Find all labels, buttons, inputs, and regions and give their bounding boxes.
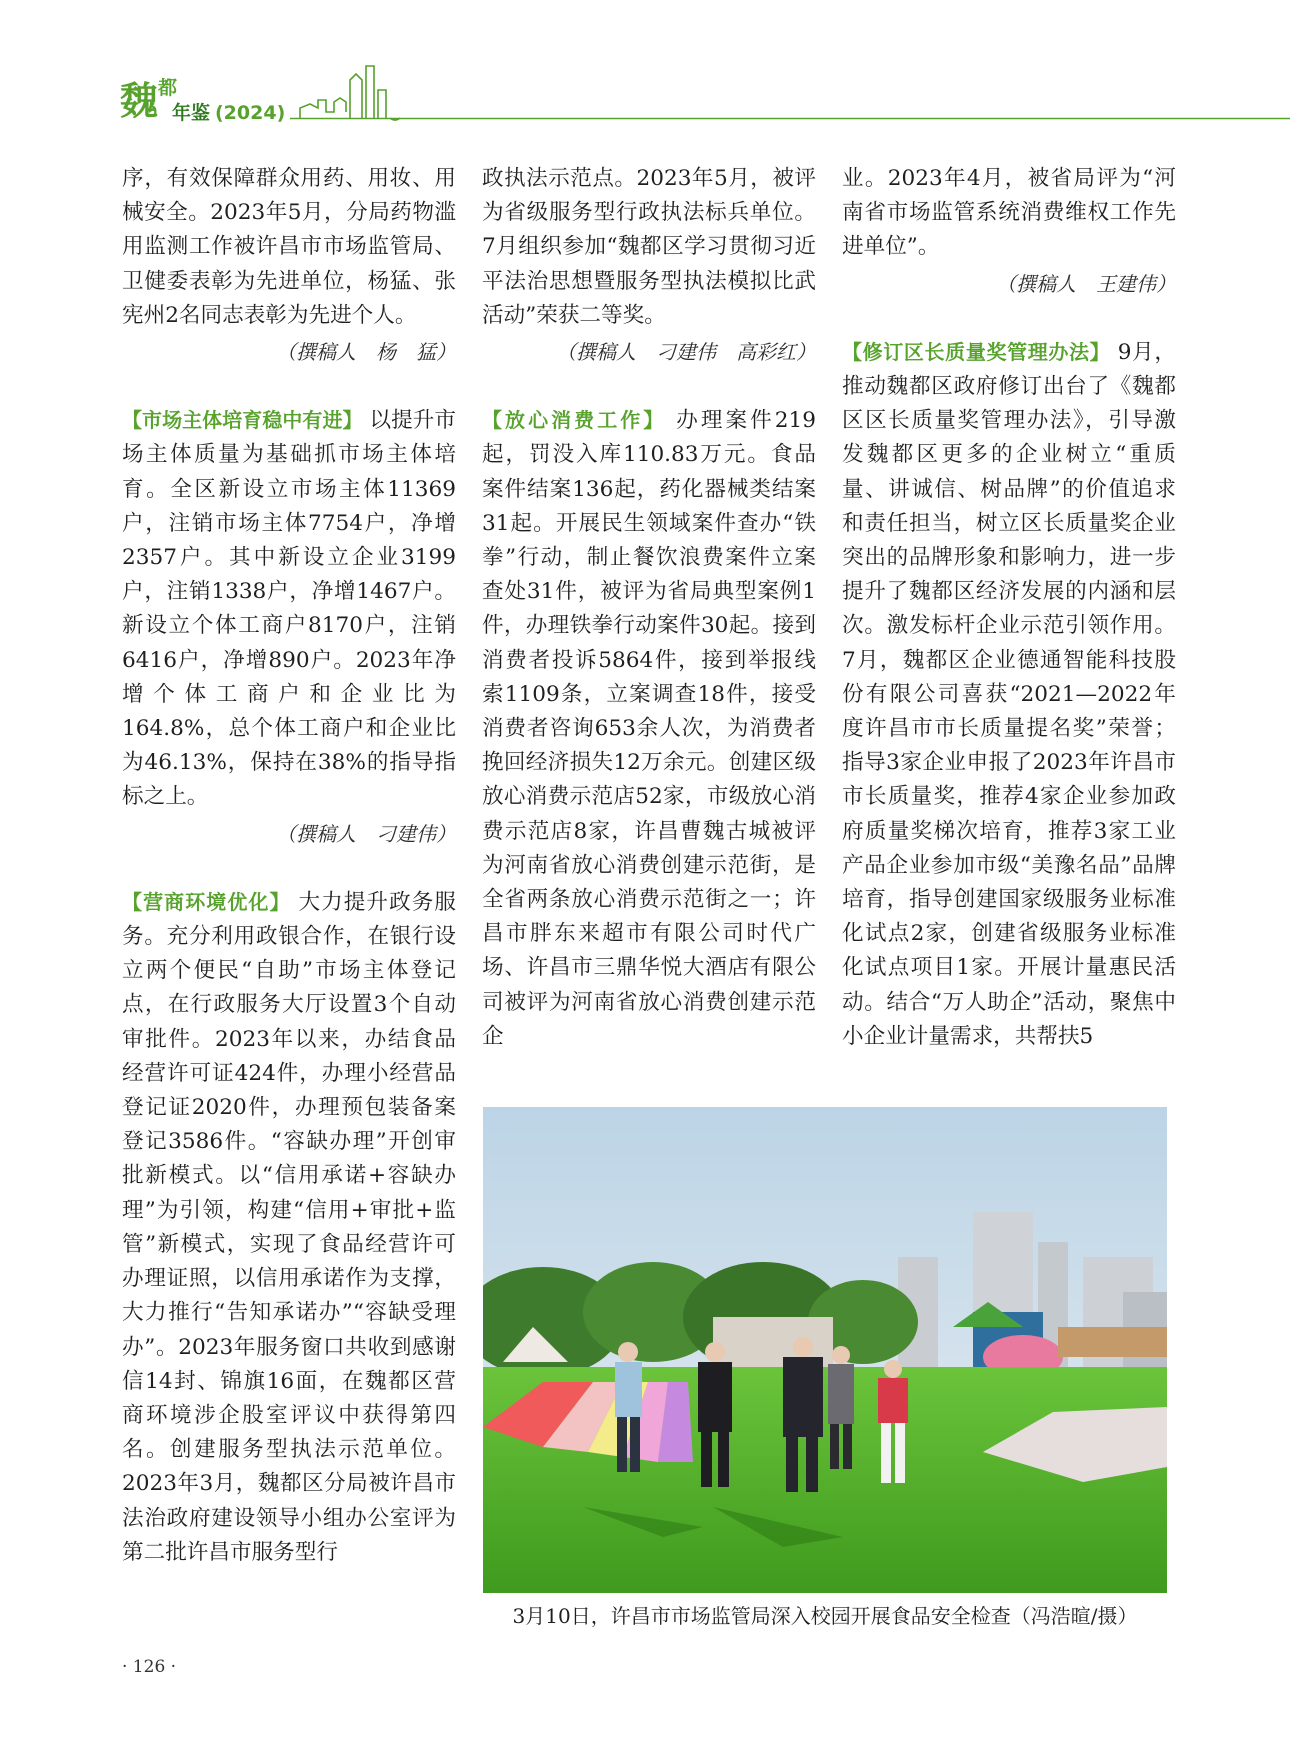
author-credit: （撰稿人 杨 猛）	[276, 340, 456, 365]
logo-yearbook-word: 年鉴	[172, 102, 211, 124]
section-heading: 【修订区长质量奖管理办法】	[842, 339, 1111, 364]
section-body: 9月，推动魏都区政府修订出台了《魏都区区长质量奖管理办法》，引导激发魏都区更多的企业树立“重质量、讲诚信、树品牌”的价值追求和责任担当，树立区长质量奖企业突出的品牌形象和影响力，进一步提升了魏都区经济发展的内涵和层次。激发标杆企业示范引领作用。7月，魏都区企业德通智能科技股份有限公司喜获“2021—2022年度许昌市市长质量提名奖”荣誉；指导3家企业申报了2023年许昌市市长质量奖，推荐4家企业参加政府质量奖梯次培育，推荐3家工业产品企业参加市级“美豫名品”品牌培育，指导创建国家级服务业标准化试点2家，创建省级服务业标准化试点项目1家。开展计量惠民活动。结合“万人助企”活动，聚焦中小企业计量需求，共帮扶5	[842, 339, 1176, 1049]
section-body: 以提升市场主体质量为基础抓市场主体培育。全区新设立市场主体11369户，注销市场主体7754户，净增2357户。其中新设立企业3199户，注销1338户，净增1467户。新设立个体工商户8170户，注销6416户，净增890户。2023年净增个体工商户和企业比为164.8%，总个体工商户和企业比为46.13%，保持在38%的指导指标之上。	[122, 408, 456, 810]
author-credit: （撰稿人 王建伟）	[996, 271, 1176, 296]
photo-caption: 3月10日，许昌市市场监管局深入校园开展食品安全检查（冯浩暄/摄）	[512, 1604, 1138, 1628]
page-header	[0, 0, 1290, 140]
logo-character: 魏	[120, 78, 159, 123]
page-number: · 126 ·	[122, 1657, 177, 1677]
logo-character-small: 都	[158, 77, 178, 99]
section-body: 办理案件219起，罚没入库110.83万元。食品案件结案136起，药化器械类结案31起。开展民生领域案件查办“铁拳”行动，制止餐饮浪费案件立案查处31件，被评为省局典型案例1件，办理铁拳行动案件30起。接到消费者投诉5864件，接到举报线索1109条，立案调查18件，接受消费者咨询653余人次，为消费者挽回经济损失12万余元。创建区级放心消费示范店52家，市级放心消费示范店8家，许昌曹魏古城被评为河南省放心消费创建示范街，是全省两条放心消费示范街之一；许昌市胖东来超市有限公司时代广场、许昌市三鼎华悦大酒店有限公司被评为河南省放心消费创建示范企	[482, 408, 816, 1049]
text-column-left	[122, 162, 456, 1570]
section-consumer-work	[482, 403, 816, 1054]
paragraph-continued: 业。2023年4月，被省局评为“河南省市场监管系统消费维权工作先进单位”。	[842, 166, 1176, 260]
section-business-environment	[122, 885, 456, 1570]
author-credit: （撰稿人 刁建伟 高彩红）	[556, 340, 816, 365]
paragraph-continued: 序，有效保障群众用药、用妆、用械安全。2023年5月，分局药物滥用监测工作被许昌市市场监管局、卫健委表彰为先进单位，杨猛、张宪州2名同志表彰为先进个人。	[122, 166, 456, 328]
section-heading: 【市场主体培育稳中有进】	[122, 408, 363, 433]
city-skyline-logo-graphic	[0, 60, 1290, 140]
photo-illustration	[483, 1107, 1167, 1593]
section-heading: 【放心消费工作】	[482, 408, 667, 433]
section-quality-award	[842, 335, 1176, 1054]
paragraph-continued: 政执法示范点。2023年5月，被评为省级服务型行政执法标兵单位。7月组织参加“魏都区学习贯彻习近平法治思想暨服务型执法模拟比武活动”荣获二等奖。	[482, 166, 816, 328]
section-market-entity	[122, 403, 456, 814]
inspection-photo	[483, 1107, 1167, 1593]
text-column-right	[842, 162, 1176, 1054]
section-body: 大力提升政务服务。充分利用政银合作，在银行设立两个便民“自助”市场主体登记点，在行政服务大厅设置3个自动审批件。2023年以来，办结食品经营许可证424件，办理小经营品登记证2020件，办理预包装备案登记3586件。“容缺办理”开创审批新模式。以“信用承诺+容缺办理”为引领，构建“信用+审批+监管”新模式，实现了食品经营许可办理证照，以信用承诺作为支撑，大力推行“告知承诺办”“容缺受理办”。2023年服务窗口共收到感谢信14封、锦旗16面，在魏都区营商环境涉企股室评议中获得第四名。创建服务型执法示范单位。2023年3月，魏都区分局被许昌市法治政府建设领导小组办公室评为第二批许昌市服务型行	[122, 889, 456, 1565]
author-credit: （撰稿人 刁建伟）	[276, 821, 456, 846]
section-heading: 【营商环境优化】	[122, 889, 291, 914]
text-column-middle	[482, 162, 816, 1054]
logo-edition-year: (2024)	[215, 102, 286, 124]
